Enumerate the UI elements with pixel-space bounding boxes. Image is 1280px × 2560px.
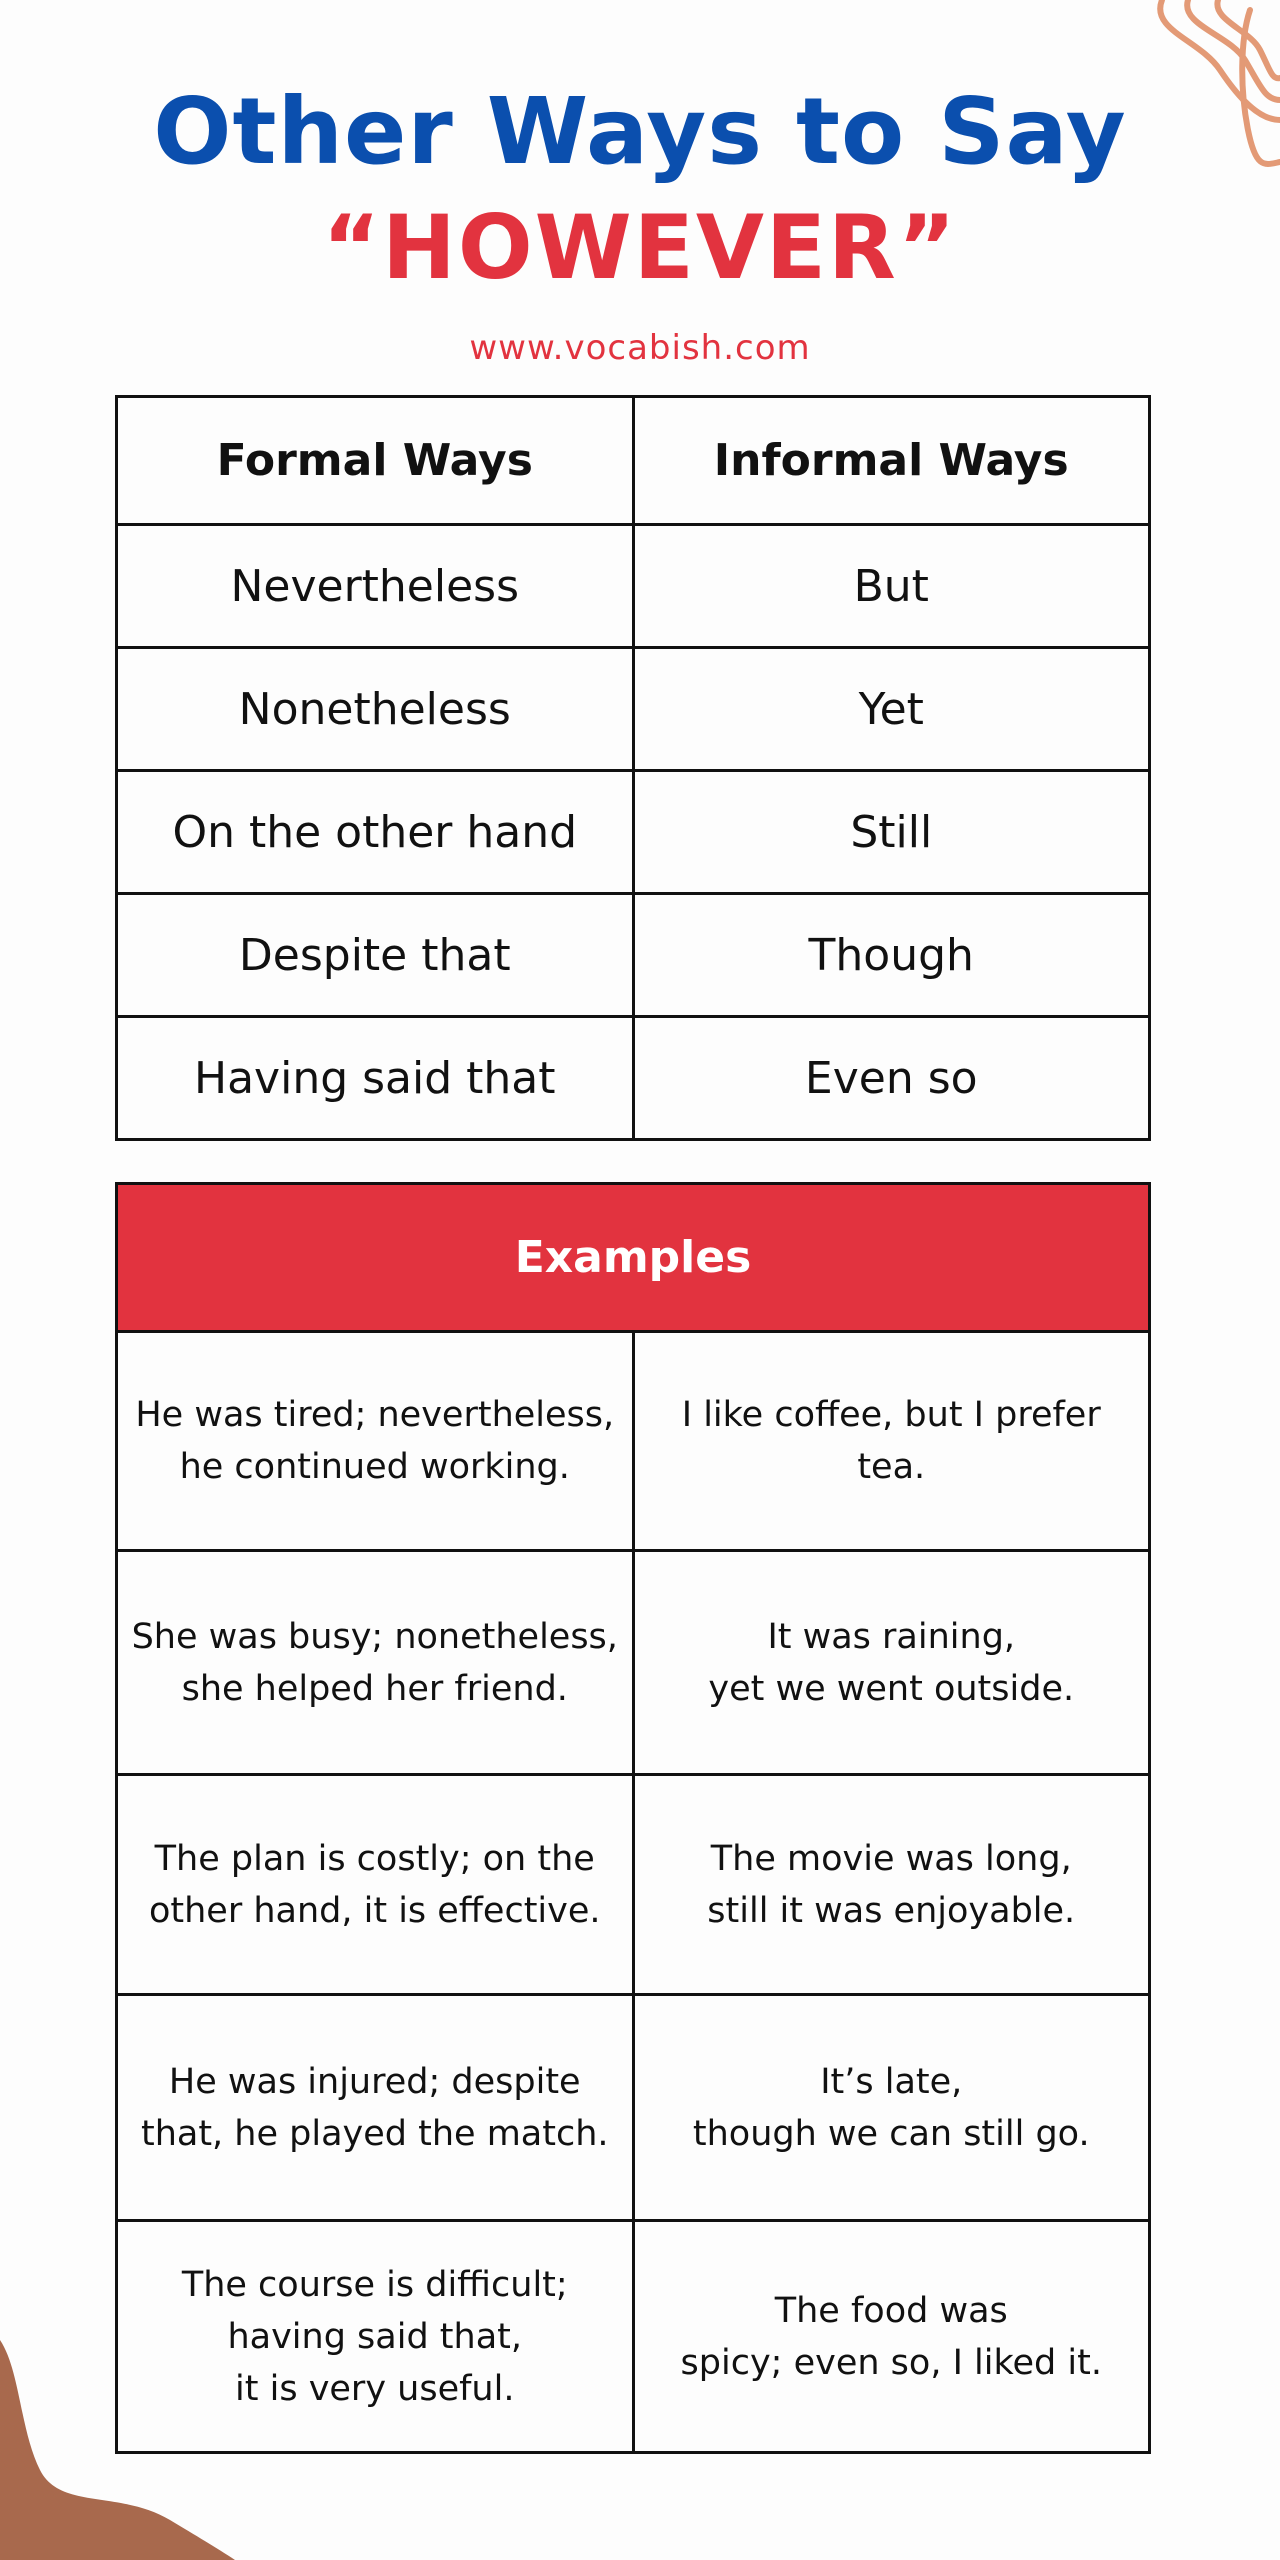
informal-word-cell: But [633,525,1150,648]
table-row [117,1551,1150,1775]
formal-word-cell: Nonetheless [117,648,634,771]
website-url: www.vocabish.com [469,328,811,368]
table-row [117,525,1150,648]
informal-example-cell: It was raining, yet we went outside. [633,1551,1150,1775]
table-row [117,1775,1150,1995]
table-row [117,1332,1150,1551]
informal-word-cell: Yet [633,648,1150,771]
page-subtitle-however: “HOWEVER” [322,196,958,299]
table-row [117,1017,1150,1140]
formal-example-cell: The plan is costly; on the other hand, it is effective. [117,1775,634,1995]
formal-word-cell: On the other hand [117,771,634,894]
informal-example-cell: I like coffee, but I prefer tea. [633,1332,1150,1551]
formal-example-cell: The course is difficult; having said that, it is very useful. [117,2221,634,2453]
ways-table-header-row [117,397,1150,525]
informal-example-cell: It’s late, though we can still go. [633,1995,1150,2221]
table-row [117,771,1150,894]
informal-word-cell: Still [633,771,1150,894]
examples-table [115,1182,1151,2454]
examples-heading: Examples [117,1184,1150,1332]
formal-example-cell: She was busy; nonetheless, she helped her friend. [117,1551,634,1775]
formal-example-cell: He was tired; nevertheless, he continued working. [117,1332,634,1551]
formal-word-cell: Despite that [117,894,634,1017]
formal-ways-header: Formal Ways [117,397,634,525]
page-title: Other Ways to Say [153,78,1127,185]
table-row [117,894,1150,1017]
informal-word-cell: Even so [633,1017,1150,1140]
table-row [117,648,1150,771]
examples-header-row [117,1184,1150,1332]
ways-table [115,395,1151,1141]
table-row [117,2221,1150,2453]
formal-word-cell: Having said that [117,1017,634,1140]
formal-word-cell: Nevertheless [117,525,634,648]
formal-example-cell: He was injured; despite that, he played the match. [117,1995,634,2221]
informal-example-cell: The movie was long, still it was enjoyable. [633,1775,1150,1995]
table-row [117,1995,1150,2221]
informal-word-cell: Though [633,894,1150,1017]
informal-ways-header: Informal Ways [633,397,1150,525]
informal-example-cell: The food was spicy; even so, I liked it. [633,2221,1150,2453]
